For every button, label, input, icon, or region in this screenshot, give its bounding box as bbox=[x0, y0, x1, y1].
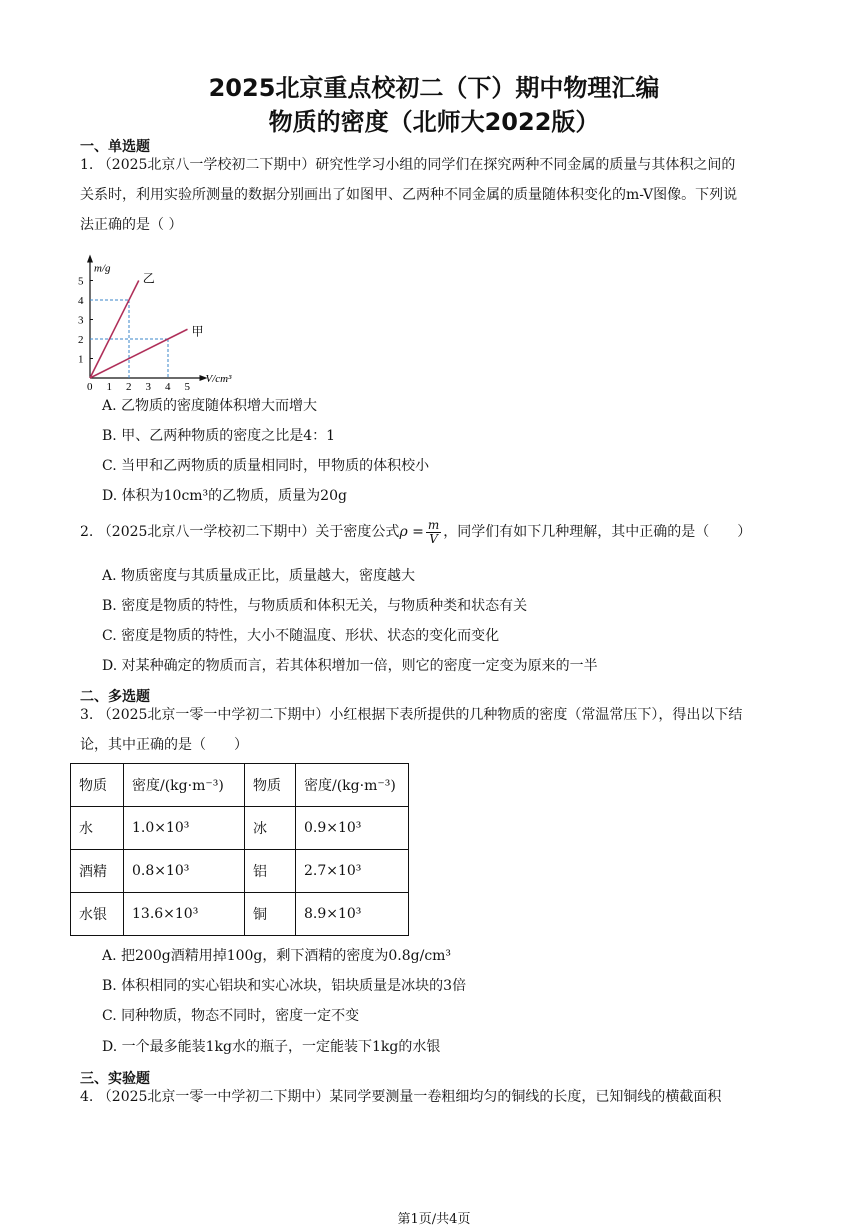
y-tick-label: 5 bbox=[78, 275, 84, 288]
q1-line3: 法正确的是（ ） bbox=[80, 217, 183, 233]
density-table bbox=[70, 763, 409, 936]
y-tick-label: 4 bbox=[78, 295, 84, 307]
table-cell: 水 bbox=[71, 807, 124, 850]
question-4 bbox=[80, 1082, 792, 1112]
section-experiment: 三、实验题 bbox=[80, 1071, 150, 1087]
table-row bbox=[71, 807, 409, 850]
q2-option-d: D. 对某种确定的物质而言，若其体积增加一倍，则它的密度一定变为原来的一半 bbox=[102, 658, 598, 674]
page-number: 第1页/共4页 bbox=[397, 1212, 471, 1227]
q2-rho: ρ = bbox=[399, 524, 424, 540]
q2-pre: 2. （2025北京八一学校初二下期中）关于密度公式 bbox=[80, 524, 400, 540]
table-cell: 1.0×10³ bbox=[124, 807, 245, 850]
table-header-cell: 密度/(kg·m⁻³) bbox=[296, 764, 409, 807]
x-axis-label: V/cm³ bbox=[205, 373, 232, 385]
series-label: 乙 bbox=[142, 271, 155, 286]
q3-line1: 3. （2025北京一零一中学初二下期中）小红根据下表所提供的几种物质的密度（常温常压下），得出以下结 bbox=[80, 707, 743, 723]
y-axis-label: m/g bbox=[94, 262, 111, 275]
table-cell: 铝 bbox=[245, 850, 296, 893]
x-tick-label: 3 bbox=[145, 381, 151, 390]
question-3 bbox=[80, 700, 792, 760]
table-cell: 13.6×10³ bbox=[124, 893, 245, 936]
q2-option-b: B. 密度是物质的特性，与物质质和体积无关，与物质种类和状态有关 bbox=[102, 598, 528, 614]
y-tick-label: 2 bbox=[78, 334, 84, 346]
page-title-line1: 2025北京重点校初二（下）期中物理汇编 bbox=[208, 74, 660, 102]
q1-option-b: B. 甲、乙两种物质的密度之比是4：1 bbox=[102, 428, 336, 444]
table-header-row bbox=[71, 764, 409, 807]
series-line bbox=[90, 329, 188, 378]
formula-numerator: m bbox=[427, 517, 440, 532]
page-title-line2: 物质的密度（北师大2022版） bbox=[268, 108, 600, 136]
table-cell: 铜 bbox=[245, 893, 296, 936]
table-cell: 酒精 bbox=[71, 850, 124, 893]
table-cell: 0.8×10³ bbox=[124, 850, 245, 893]
q1-line2: 关系时，利用实验所测量的数据分别画出了如图甲、乙两种不同金属的质量随体积变化的m-V图像。下列说 bbox=[80, 187, 738, 203]
q4-line1: 4. （2025北京一零一中学初二下期中）某同学要测量一卷粗细均匀的铜线的长度，已知铜线的横截面积 bbox=[80, 1089, 722, 1105]
m-v-chart bbox=[70, 238, 270, 390]
q3-line2: 论，其中正确的是（ ） bbox=[80, 737, 248, 753]
q1-line1: 1. （2025北京八一学校初二下期中）研究性学习小组的同学们在探究两种不同金属的质量与其体积之间的 bbox=[80, 157, 736, 173]
series-label: 甲 bbox=[191, 324, 204, 339]
x-tick-label: 4 bbox=[165, 381, 171, 390]
section-multiple-choice: 二、多选题 bbox=[80, 689, 150, 705]
table-cell: 2.7×10³ bbox=[296, 850, 409, 893]
formula-denominator: V bbox=[429, 531, 438, 546]
q3-option-b: B. 体积相同的实心铝块和实心冰块，铝块质量是冰块的3倍 bbox=[102, 978, 467, 994]
density-formula bbox=[426, 519, 441, 546]
table-cell: 0.9×10³ bbox=[296, 807, 409, 850]
table-header-cell: 密度/(kg·m⁻³) bbox=[124, 764, 245, 807]
q3-option-c: C. 同种物质，物态不同时，密度一定不变 bbox=[102, 1008, 360, 1024]
q2-post: ，同学们有如下几种理解，其中正确的是（ ） bbox=[443, 524, 752, 540]
section-single-choice: 一、单选题 bbox=[80, 139, 150, 155]
question-2 bbox=[80, 518, 792, 546]
y-tick-label: 1 bbox=[78, 353, 84, 366]
x-tick-label: 2 bbox=[126, 381, 132, 390]
table-header-cell: 物质 bbox=[71, 764, 124, 807]
table-row bbox=[71, 850, 409, 893]
x-tick-label: 1 bbox=[106, 381, 112, 390]
q2-option-c: C. 密度是物质的特性，大小不随温度、形状、状态的变化而变化 bbox=[102, 628, 500, 644]
x-tick-label: 5 bbox=[184, 381, 190, 390]
table-row bbox=[71, 893, 409, 936]
q3-option-a: A. 把200g酒精用掉100g，剩下酒精的密度为0.8g/cm³ bbox=[102, 948, 452, 964]
table-cell: 冰 bbox=[245, 807, 296, 850]
table-cell: 水银 bbox=[71, 893, 124, 936]
q1-option-d: D. 体积为10cm³的乙物质，质量为20g bbox=[102, 488, 347, 504]
series-line bbox=[90, 281, 139, 379]
q1-option-c: C. 当甲和乙两物质的质量相同时，甲物质的体积校小 bbox=[102, 458, 430, 474]
y-axis-arrow bbox=[87, 255, 93, 263]
y-tick-label: 3 bbox=[78, 314, 84, 327]
table-cell: 8.9×10³ bbox=[296, 893, 409, 936]
q2-option-a: A. 物质密度与其质量成正比，质量越大，密度越大 bbox=[102, 568, 416, 584]
question-1 bbox=[80, 150, 792, 240]
table-header-cell: 物质 bbox=[245, 764, 296, 807]
q1-option-a: A. 乙物质的密度随体积增大而增大 bbox=[102, 398, 318, 414]
x-tick-label: 0 bbox=[87, 381, 93, 390]
q3-option-d: D. 一个最多能装1kg水的瓶子，一定能装下1kg的水银 bbox=[102, 1039, 441, 1055]
